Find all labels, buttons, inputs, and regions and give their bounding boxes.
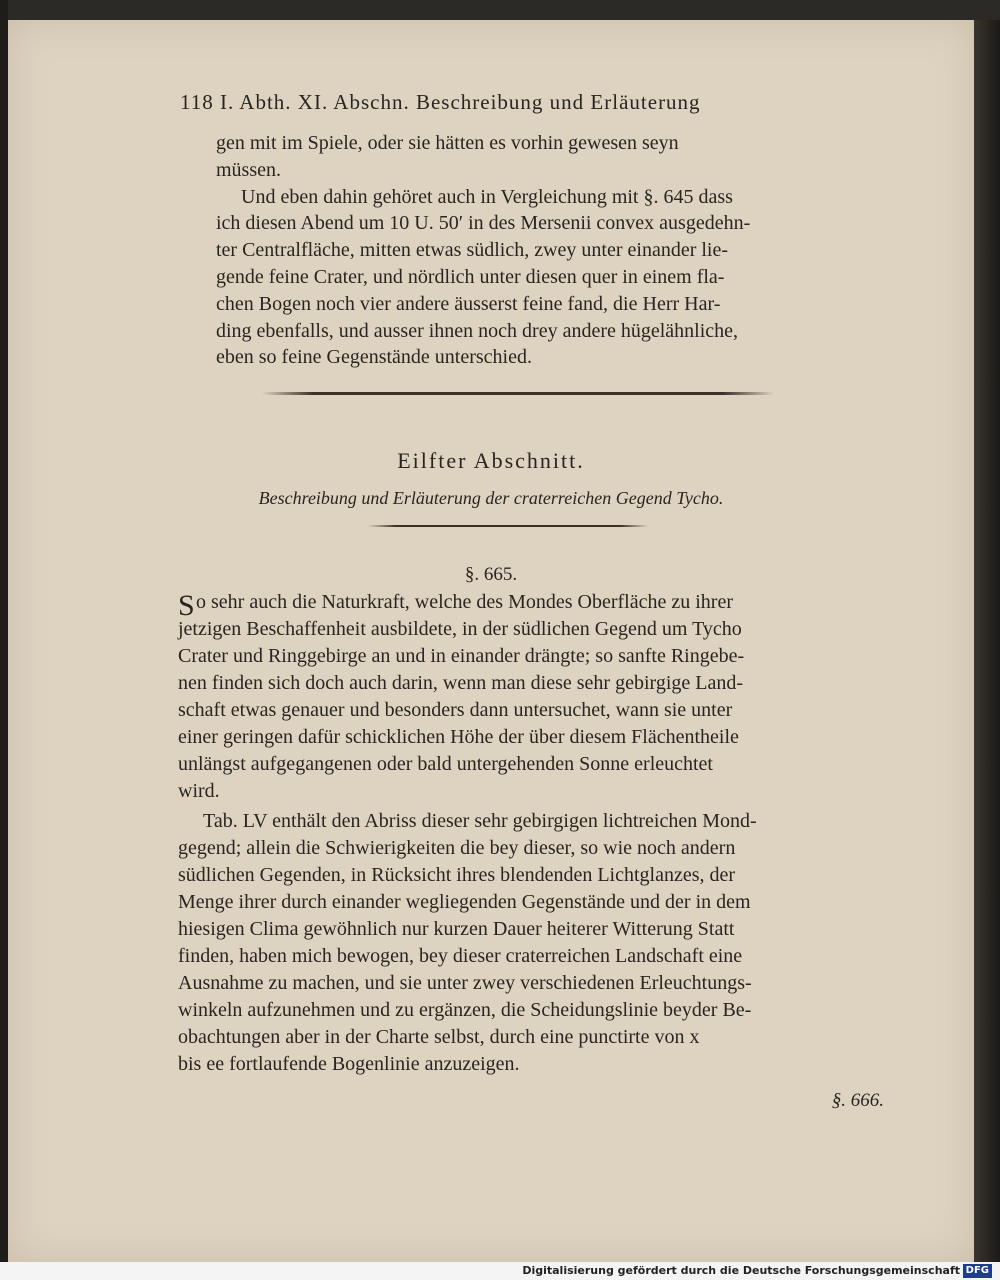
drop-cap: S [178,589,195,622]
scan-background-left [0,0,8,1262]
text-line: Und eben dahin gehöret auch in Vergleichung mit §. 645 dass [241,185,733,208]
section-title: Eilfter Abschnitt. [397,448,585,473]
text-line: schaft etwas genauer und besonders dann untersuchet, wann sie unter [178,699,733,721]
section-divider-top [262,392,774,395]
catchword: §. 666. [831,1090,884,1111]
dfg-logo: DFG [963,1264,992,1278]
text-line: gen mit im Spiele, oder sie hätten es vorhin gewesen seyn [216,132,679,154]
paragraph-number: §. 665. [464,564,518,585]
text-line: wird. [178,780,220,802]
running-header: 118 I. Abth. XI. Abschn. Beschreibung und Erläuterung [180,90,701,114]
text-line: südlichen Gegenden, in Rücksicht ihres blendenden Lichtglanzes, der [178,864,736,886]
text-line: gegend; allein die Schwierigkeiten die bey dieser, so wie noch andern [178,837,736,859]
text-line: jetzigen Beschaffenheit ausbildete, in der südlichen Gegend um Tycho [178,618,742,640]
section-divider-bottom [368,525,648,527]
text-line: Tab. LV enthält den Abriss dieser sehr gebirgigen lichtreichen Mond- [203,810,757,832]
footer-bar [0,1262,1000,1280]
text-line: chen Bogen noch vier andere äusserst feine fand, die Herr Har- [216,292,721,315]
text-line: ter Centralfläche, mitten etwas südlich, zwey unter einander lie- [216,239,729,262]
text-line: bis ee fortlaufende Bogenlinie anzuzeigen. [178,1053,520,1075]
book-page [8,20,974,1262]
section-subtitle: Beschreibung und Erläuterung der craterreichen Gegend Tycho. [258,488,724,508]
text-line: unlängst aufgegangenen oder bald untergehenden Sonne erleuchtet [178,753,713,775]
text-line: winkeln aufzunehmen und zu ergänzen, die Scheidungslinie beyder Be- [178,999,752,1021]
text-line: ich diesen Abend um 10 U. 50′ in des Mersenii convex ausgedehn- [216,212,751,235]
text-line: Menge ihrer durch einander wegliegenden Gegenstände und der in dem [178,891,751,913]
page-edge-shadow [974,20,1000,1262]
text-line: nen finden sich doch auch darin, wenn man diese sehr gebirgige Land- [178,672,743,694]
text-line: gende feine Crater, und nördlich unter diesen quer in einem fla- [216,266,725,288]
footer-credit: Digitalisierung gefördert durch die Deutsche Forschungsgemeinschaft [522,1264,960,1277]
text-line: ding ebenfalls, und ausser ihnen noch drey andere hügelähnliche, [216,319,739,342]
text-line: o sehr auch die Naturkraft, welche des Mondes Oberfläche zu ihrer [196,591,733,613]
text-line: müssen. [216,158,281,181]
text-line: einer geringen dafür schicklichen Höhe der über diesem Flächentheile [178,726,739,748]
text-line: Crater und Ringgebirge an und in einander drängte; so sanfte Ringebe- [178,645,745,667]
text-line: obachtungen aber in der Charte selbst, durch eine punctirte von x [178,1026,700,1048]
text-line: hiesigen Clima gewöhnlich nur kurzen Dauer heiterer Witterung Statt [178,918,735,940]
text-line: Ausnahme zu machen, und sie unter zwey verschiedenen Erleuchtungs- [178,972,752,994]
text-line: eben so feine Gegenstände unterschied. [216,346,532,369]
text-line: finden, haben mich bewogen, bey dieser craterreichen Landschaft eine [178,945,743,967]
